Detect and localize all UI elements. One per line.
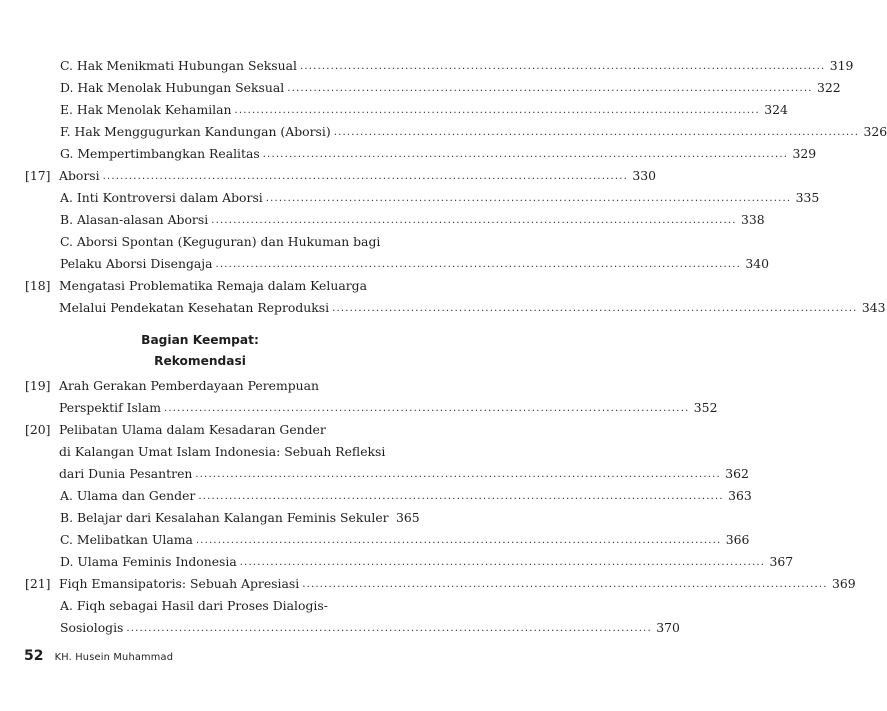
page-footer (24, 645, 173, 664)
toc-entry (60, 74, 841, 96)
entry-title: D. Ulama Feminis Indonesia (60, 554, 237, 569)
chapter-number: [18] (25, 278, 51, 293)
entry-title: dari Dunia Pesantren (59, 466, 193, 481)
entry-page-number: 330 (632, 168, 657, 183)
entry-title: Arah Gerakan Pemberdayaan Perempuan (59, 378, 319, 393)
toc-entry (25, 272, 373, 294)
entry-title: Aborsi (59, 168, 100, 183)
entry-title: G. Mempertimbangkan Realitas (60, 146, 260, 161)
entry-title: C. Aborsi Spontan (Keguguran) dan Hukuman bagi (60, 234, 381, 249)
dot-leader: ........................................................................................................................ (211, 215, 737, 226)
entry-page-number: 338 (740, 212, 765, 227)
dot-leader: ........................................................................................................................ (332, 303, 858, 314)
entry-title: C. Hak Menikmati Hubungan Seksual (60, 58, 297, 73)
toc-entry (60, 118, 887, 140)
dot-leader: ........................................................................................................................ (215, 259, 741, 270)
entry-title: F. Hak Menggugurkan Kandungan (Aborsi) (60, 124, 331, 139)
entry-title: B. Alasan-alasan Aborsi (60, 212, 209, 227)
dot-leader: ........................................................................................................................ (262, 149, 789, 160)
entry-page-number: 335 (795, 190, 820, 205)
dot-leader: ........................................................................................................................ (102, 171, 629, 182)
toc-entry (25, 570, 856, 592)
entry-title: Perspektif Islam (59, 400, 161, 415)
entry-page-number: 340 (745, 256, 769, 271)
entry-page-number: 370 (656, 620, 680, 635)
author-name: KH. Husein Muhammad (54, 652, 174, 663)
entry-title: B. Belajar dari Kesalahan Kalangan Feminis Sekuler (60, 510, 389, 525)
dot-leader: ........................................................................................................................ (126, 623, 652, 634)
dot-leader: ........................................................................................................................ (195, 535, 722, 546)
entry-page-number: 367 (769, 554, 794, 569)
entry-page-number: 369 (832, 576, 856, 591)
entry-page-number: 322 (817, 80, 841, 95)
entry-title: A. Inti Kontroversi dalam Aborsi (60, 190, 263, 205)
toc-entry (60, 52, 854, 74)
entry-page-number: 362 (725, 466, 749, 481)
entry-page-number: 363 (728, 488, 752, 503)
entry-title: Pelaku Aborsi Disengaja (60, 256, 213, 271)
toc-entry (60, 250, 769, 272)
section-heading: Bagian Keempat: (141, 333, 259, 347)
entry-title: Pelibatan Ulama dalam Kesadaran Gender (59, 422, 326, 437)
entry-title: Melalui Pendekatan Kesehatan Reproduksi (59, 300, 330, 315)
dot-leader: ........................................................................................................................ (287, 83, 813, 94)
chapter-number: [17] (25, 168, 51, 183)
toc-entry (60, 206, 765, 228)
toc-entry (60, 96, 788, 118)
toc-entry (60, 614, 680, 636)
chapter-number: [20] (25, 422, 51, 437)
entry-title: Sosiologis (60, 620, 124, 635)
toc-entry (60, 184, 820, 206)
chapter-number: [19] (25, 378, 51, 393)
toc-entry (60, 482, 752, 504)
dot-leader: ........................................................................................................................ (239, 557, 766, 568)
dot-leader: ........................................................................................................................ (265, 193, 792, 204)
entry-page-number: 326 (863, 124, 887, 139)
entry-title: A. Ulama dan Gender (60, 488, 196, 503)
entry-title: di Kalangan Umat Islam Indonesia: Sebuah Refleksi (59, 444, 386, 459)
entry-page-number: 352 (693, 400, 718, 415)
entry-title: E. Hak Menolak Kehamilan (60, 102, 232, 117)
entry-page-number: 365 (395, 510, 420, 525)
toc-entry (25, 416, 373, 438)
toc-entry (60, 548, 794, 570)
entry-title: Fiqh Emansipatoris: Sebuah Apresiasi (59, 576, 300, 591)
dot-leader: ........................................................................................................................ (333, 127, 860, 138)
entry-title: A. Fiqh sebagai Hasil dari Proses Dialogis- (60, 598, 328, 613)
page-number: 52 (24, 648, 44, 664)
toc-entry (60, 228, 381, 250)
toc-entry (60, 592, 373, 614)
chapter-number: [21] (25, 576, 51, 591)
section-subheading: Rekomendasi (154, 354, 246, 368)
toc-entry (59, 460, 749, 482)
entry-page-number: 329 (792, 146, 817, 161)
toc-entry (60, 140, 817, 162)
dot-leader: ........................................................................................................................ (198, 491, 724, 502)
dot-leader: ........................................................................................................................ (195, 469, 721, 480)
entry-page-number: 319 (829, 58, 854, 73)
toc-entry (59, 438, 386, 460)
dot-leader: ........................................................................................................................ (302, 579, 828, 590)
entry-title: C. Melibatkan Ulama (60, 532, 193, 547)
toc-entry (25, 372, 373, 394)
entry-page-number: 343 (861, 300, 886, 315)
dot-leader: ........................................................................................................................ (234, 105, 760, 116)
toc-entry (60, 526, 750, 548)
entry-page-number: 366 (725, 532, 750, 547)
entry-page-number: 324 (764, 102, 788, 117)
toc-entry (59, 394, 718, 416)
toc-entry (60, 504, 420, 526)
entry-title: D. Hak Menolak Hubungan Seksual (60, 80, 285, 95)
dot-leader: ........................................................................................................................ (299, 61, 826, 72)
dot-leader: ........................................................................................................................ (164, 403, 690, 414)
entry-title: Mengatasi Problematika Remaja dalam Keluarga (59, 278, 367, 293)
toc-entry (25, 162, 657, 184)
toc-entry (59, 294, 886, 316)
